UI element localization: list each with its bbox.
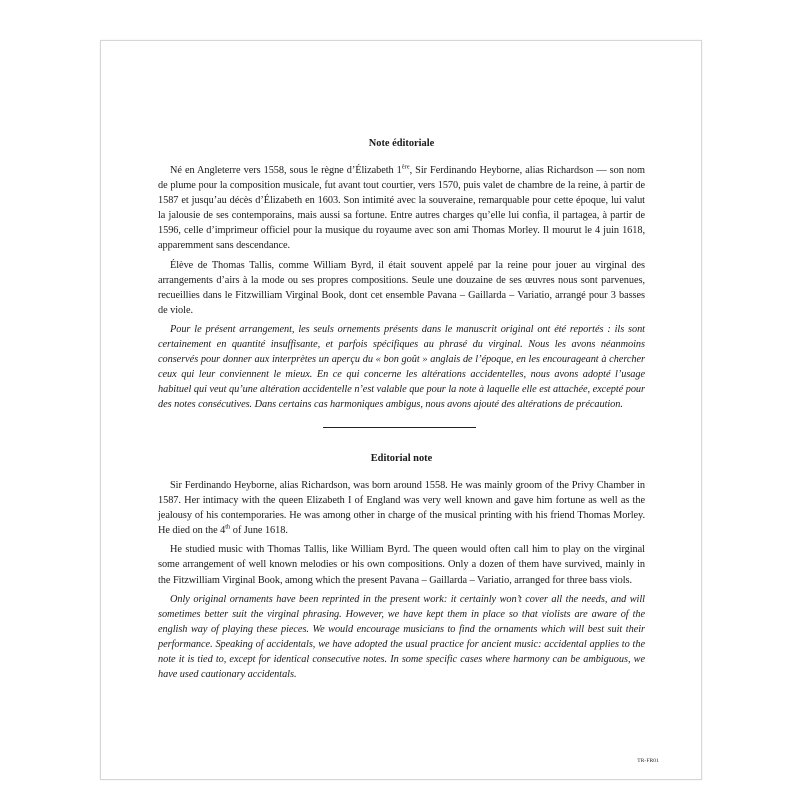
english-title: Editorial note	[370, 453, 433, 464]
french-section	[158, 138, 645, 413]
english-p1-text-cont: of June 1618.	[230, 525, 288, 537]
french-p1-text: Né en Angleterre vers 1558, sous le règne d’Élizabeth 1	[170, 165, 402, 176]
french-p1-text-cont: , Sir Ferdinando Heyborne, alias Richardson — son nom de plume pour la composition musicale, fut avant tout courtier, vers 1570, puis valet de chambre de la reine, à partir de 1587 et jusqu’au décès d’Élizabeth en 1603. Son intimité avec la souveraine, remarquable pour cette époque, lui valut la jalousie de ses contemporains, mais aussi sa fortune. Entre autres charges qu’elle lui confia, il partagea, à partir de 1596, celle d’imprimeur officiel pour la musique du royaume avec son ami Thomas Morley. Il mourut le 4 juin 1618, apparemment sans descendance.	[158, 165, 645, 252]
document-page	[100, 40, 702, 780]
french-p1-superscript: ère	[401, 163, 410, 171]
english-p1-superscript: th	[225, 523, 231, 531]
section-divider	[323, 427, 476, 428]
french-paragraph-3: Pour le présent arrangement, les seuls ornements présents dans le manuscrit original ont été reportés : ils sont certainement en quantité insuffisante, et parfois spécifiques au phrasé du virginal. Nous les avons néanmoins conservés pour donner aux interprètes un aperçu du « bon goût » anglais de l’époque, en les encourageant à chercher ceux qui leur conviennent le mieux. En ce qui concerne les altérations accidentelles, nous avons adopté l’usage habituel qui veut qu’une altération accidentelle n’est valable que pour la note à laquelle elle est attachée, excepté pour des notes consécutives. Dans certains cas harmoniques ambigus, nous avons ajouté des altérations de précaution.	[158, 323, 645, 411]
english-section	[158, 453, 645, 682]
french-title: Note éditoriale	[368, 138, 435, 149]
english-paragraph-1	[158, 478, 645, 538]
english-paragraph-2: He studied music with Thomas Tallis, like William Byrd. The queen would often call him to play on the virginal some arrangement of well known melodies or his own compositions. Only a dozen of them have survived, mainly in the Fitzwilliam Virginal Book, among which the present Pavana – Gaillarda – Variatio, arranged for three bass viols.	[158, 544, 645, 586]
french-paragraph-1	[158, 163, 645, 254]
french-paragraph-2: Élève de Thomas Tallis, comme William Byrd, il était souvent appelé par la reine pour jouer au virginal des arrangements d’airs à la mode ou ses propres compositions. Seule une douzaine de ses œuvres nous sont parvenues, recueillies dans le Fitzwilliam Virginal Book, dont cet ensemble Pavana – Gaillarda – Variatio, arrangé pour 3 basses de viole.	[158, 259, 645, 316]
page-code: TR-FR01	[637, 758, 659, 764]
english-paragraph-3: Only original ornaments have been reprinted in the present work: it certainly won’t cover all the needs, and will sometimes better suit the virginal phrasing. However, we have kept them in place so that violists are aware of the english way of playing these pieces. We would encourage musicians to find the ornaments which will best suit their performance. Speaking of accidentals, we have adopted the usual practice for ancient music: accidental applies to the note it is tied to, except for identical consecutive notes. In some specific cases where harmony can be ambiguous, we have used cautionary accidentals.	[158, 593, 645, 681]
english-p1-text: Sir Ferdinando Heyborne, alias Richardson, was born around 1558. He was mainly groom of the Privy Chamber in 1587. Her intimacy with the queen Elizabeth I of England was very well known and gave him fortune as well as the jealousy of his contemporaries. He was among other in charge of the musical printing with his friend Thomas Morley. He died on the 4	[158, 480, 645, 537]
